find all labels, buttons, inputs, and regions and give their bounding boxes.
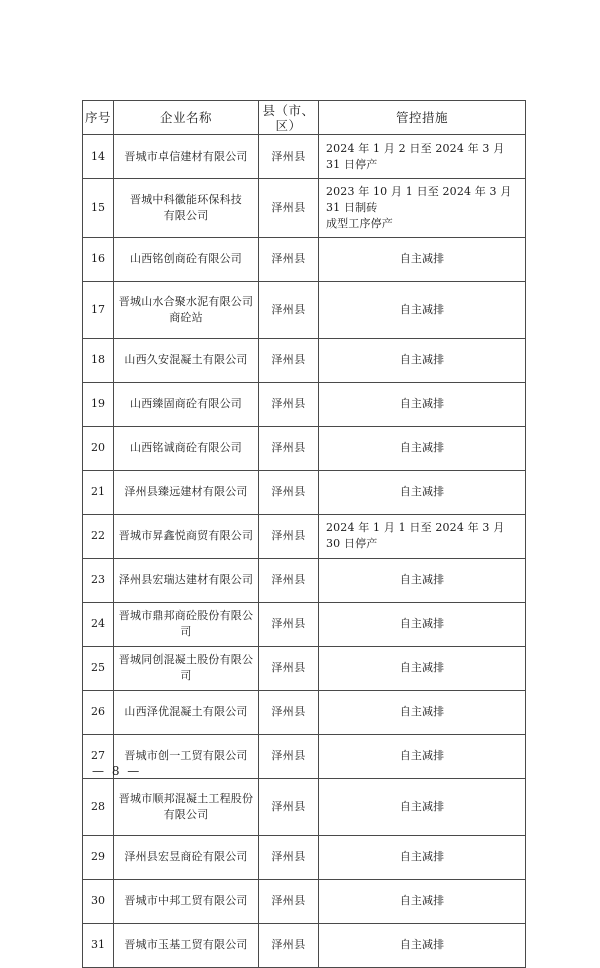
enterprise-name-line: 晋城山水合聚水泥有限公司 xyxy=(118,294,254,308)
cell-control-measure xyxy=(319,426,526,470)
table-row xyxy=(83,514,526,558)
control-measure-line: 2023 年 10 月 1 日至 2024 年 3 月 31 日制砖 xyxy=(326,185,512,214)
enterprise-name-line: 晋城市玉基工贸有限公司 xyxy=(124,938,248,952)
cell-county: 泽州县 xyxy=(259,470,319,514)
cell-county: 泽州县 xyxy=(259,237,319,281)
cell-enterprise-name xyxy=(114,778,259,835)
cell-enterprise-name xyxy=(114,514,259,558)
cell-control-measure xyxy=(319,602,526,646)
table-row xyxy=(83,690,526,734)
cell-county: 泽州县 xyxy=(259,602,319,646)
cell-county: 泽州县 xyxy=(259,558,319,602)
page-footer xyxy=(82,760,525,779)
cell-county: 泽州县 xyxy=(259,646,319,690)
enterprise-control-measures-table-wrapper xyxy=(82,100,525,968)
cell-control-measure xyxy=(319,879,526,923)
enterprise-name-line: 山西久安混凝土有限公司 xyxy=(124,353,248,367)
cell-enterprise-name xyxy=(114,338,259,382)
cell-sequence: 27 xyxy=(83,734,114,778)
cell-county: 泽州县 xyxy=(259,514,319,558)
cell-control-measure xyxy=(319,558,526,602)
table-row xyxy=(83,835,526,879)
control-measure-line: 自主减排 xyxy=(399,573,445,587)
cell-control-measure xyxy=(319,923,526,967)
enterprise-name-line: 晋城市卓信建材有限公司 xyxy=(124,149,248,163)
cell-enterprise-name xyxy=(114,382,259,426)
column-header-control-measure: 管控措施 xyxy=(319,101,526,135)
cell-sequence: 26 xyxy=(83,690,114,734)
control-measure-line: 成型工序停产 xyxy=(326,216,393,230)
cell-county: 泽州县 xyxy=(259,778,319,835)
enterprise-name-line: 山西臻固商砼有限公司 xyxy=(130,397,242,411)
control-measure-line: 自主减排 xyxy=(399,938,445,952)
control-measure-line: 自主减排 xyxy=(399,749,445,763)
control-measure-line: 自主减排 xyxy=(399,661,445,675)
cell-sequence: 22 xyxy=(83,514,114,558)
cell-enterprise-name xyxy=(114,470,259,514)
cell-control-measure xyxy=(319,514,526,558)
column-header-enterprise-name: 企业名称 xyxy=(114,101,259,135)
control-measure-line: 2024 年 1 月 2 日至 2024 年 3 月 31 日停产 xyxy=(326,141,505,171)
cell-sequence: 20 xyxy=(83,426,114,470)
cell-sequence: 31 xyxy=(83,923,114,967)
table-row xyxy=(83,382,526,426)
cell-control-measure xyxy=(319,690,526,734)
cell-sequence: 28 xyxy=(83,778,114,835)
cell-sequence: 25 xyxy=(83,646,114,690)
control-measure-line: 自主减排 xyxy=(399,353,445,367)
table-row xyxy=(83,179,526,238)
control-measure-line: 自主减排 xyxy=(399,397,445,411)
cell-county: 泽州县 xyxy=(259,338,319,382)
enterprise-name-line: 晋城市创一工贸有限公司 xyxy=(124,749,248,763)
table-row xyxy=(83,646,526,690)
cell-county: 泽州县 xyxy=(259,281,319,338)
control-measure-line: 自主减排 xyxy=(399,850,445,864)
table-body xyxy=(83,135,526,968)
cell-enterprise-name xyxy=(114,237,259,281)
cell-county: 泽州县 xyxy=(259,382,319,426)
enterprise-name-line: 山西铭创商砼有限公司 xyxy=(130,252,242,266)
control-measure-line: 2024 年 1 月 1 日至 2024 年 3 月 30 日停产 xyxy=(326,521,505,551)
cell-sequence: 30 xyxy=(83,879,114,923)
cell-sequence: 16 xyxy=(83,237,114,281)
cell-control-measure xyxy=(319,778,526,835)
cell-control-measure xyxy=(319,135,526,179)
cell-enterprise-name xyxy=(114,690,259,734)
cell-enterprise-name xyxy=(114,281,259,338)
cell-sequence: 29 xyxy=(83,835,114,879)
cell-sequence: 18 xyxy=(83,338,114,382)
enterprise-name-line: 晋城同创混凝土股份有限公司 xyxy=(118,653,254,683)
cell-control-measure xyxy=(319,281,526,338)
table-row xyxy=(83,923,526,967)
table-row xyxy=(83,281,526,338)
table-row xyxy=(83,426,526,470)
control-measure-line: 自主减排 xyxy=(399,894,445,908)
control-measure-line: 自主减排 xyxy=(399,302,445,316)
enterprise-control-measures-table xyxy=(82,100,526,968)
cell-enterprise-name xyxy=(114,923,259,967)
cell-control-measure xyxy=(319,646,526,690)
table-row xyxy=(83,135,526,179)
enterprise-name-line: 山西铭诚商砼有限公司 xyxy=(130,441,242,455)
table-row xyxy=(83,558,526,602)
control-measure-line: 自主减排 xyxy=(399,705,445,719)
enterprise-name-line: 泽州县臻远建材有限公司 xyxy=(124,485,248,499)
cell-control-measure xyxy=(319,382,526,426)
cell-control-measure xyxy=(319,179,526,238)
control-measure-line: 自主减排 xyxy=(399,485,445,499)
cell-sequence: 24 xyxy=(83,602,114,646)
cell-county: 泽州县 xyxy=(259,923,319,967)
cell-control-measure xyxy=(319,237,526,281)
column-header-county: 县（市、区） xyxy=(259,101,319,135)
cell-county: 泽州县 xyxy=(259,690,319,734)
cell-enterprise-name xyxy=(114,835,259,879)
cell-enterprise-name xyxy=(114,135,259,179)
enterprise-name-line: 泽州县宏昱商砼有限公司 xyxy=(124,850,248,864)
table-row xyxy=(83,237,526,281)
control-measure-line: 自主减排 xyxy=(399,799,445,813)
table-row xyxy=(83,879,526,923)
enterprise-name-line: 晋城市鼎邦商砼股份有限公司 xyxy=(118,609,254,639)
enterprise-name-line: 晋城市顺邦混凝土工程股份 xyxy=(118,791,254,805)
enterprise-name-line: 晋城市昇鑫悦商贸有限公司 xyxy=(118,529,254,543)
table-row xyxy=(83,602,526,646)
page-number: — 8 — xyxy=(92,764,142,778)
table-row xyxy=(83,470,526,514)
cell-enterprise-name xyxy=(114,879,259,923)
table-header xyxy=(83,101,526,135)
cell-sequence: 17 xyxy=(83,281,114,338)
control-measure-line: 自主减排 xyxy=(399,252,445,266)
cell-sequence: 14 xyxy=(83,135,114,179)
enterprise-name-line: 商砼站 xyxy=(169,310,203,324)
cell-sequence: 21 xyxy=(83,470,114,514)
cell-county: 泽州县 xyxy=(259,426,319,470)
cell-enterprise-name xyxy=(114,426,259,470)
enterprise-name-line: 晋城市中邦工贸有限公司 xyxy=(124,894,248,908)
cell-enterprise-name xyxy=(114,558,259,602)
column-header-sequence: 序号 xyxy=(83,101,114,135)
cell-county: 泽州县 xyxy=(259,879,319,923)
enterprise-name-line: 有限公司 xyxy=(163,208,209,222)
enterprise-name-line: 泽州县宏瑞达建材有限公司 xyxy=(118,573,254,587)
table-row xyxy=(83,338,526,382)
cell-county: 泽州县 xyxy=(259,135,319,179)
control-measure-line: 自主减排 xyxy=(399,441,445,455)
cell-control-measure xyxy=(319,470,526,514)
cell-enterprise-name xyxy=(114,179,259,238)
cell-control-measure xyxy=(319,835,526,879)
cell-sequence: 19 xyxy=(83,382,114,426)
cell-sequence: 15 xyxy=(83,179,114,238)
control-measure-line: 自主减排 xyxy=(399,617,445,631)
table-row xyxy=(83,778,526,835)
enterprise-name-line: 有限公司 xyxy=(163,807,209,821)
cell-county: 泽州县 xyxy=(259,734,319,778)
cell-county: 泽州县 xyxy=(259,179,319,238)
enterprise-name-line: 山西泽优混凝土有限公司 xyxy=(124,705,248,719)
table-header-row xyxy=(83,101,526,135)
cell-control-measure xyxy=(319,338,526,382)
cell-sequence: 23 xyxy=(83,558,114,602)
cell-enterprise-name xyxy=(114,602,259,646)
enterprise-name-line: 晋城中科徽能环保科技 xyxy=(130,192,242,206)
cell-county: 泽州县 xyxy=(259,835,319,879)
cell-enterprise-name xyxy=(114,646,259,690)
